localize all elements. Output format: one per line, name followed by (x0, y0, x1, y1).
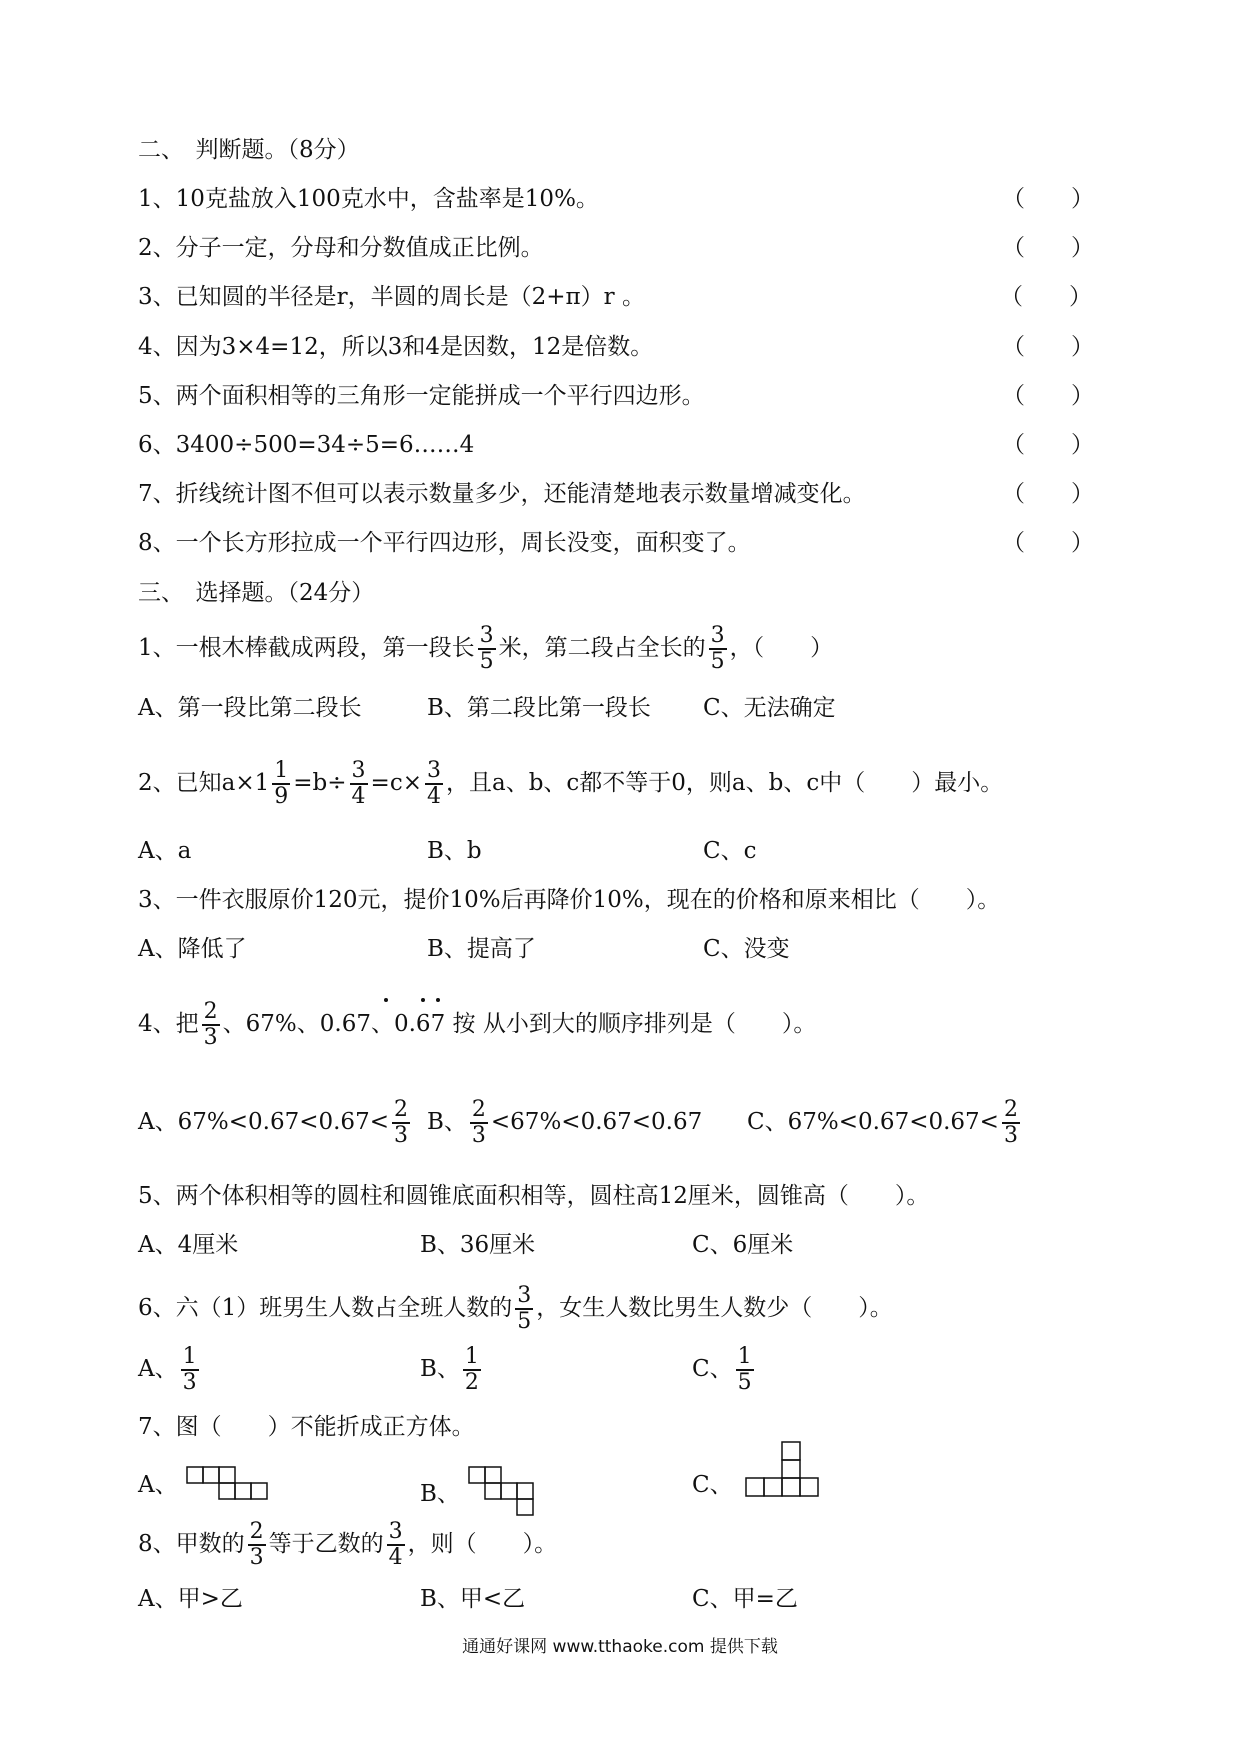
q8-text-b: 等于乙数的 (268, 1531, 384, 1557)
choice-q1 (138, 625, 833, 673)
answer-paren-8: （ ） (1002, 530, 1094, 556)
q7-option-c: C、 (692, 1440, 840, 1500)
q8-option-b: B、甲<乙 (420, 1586, 526, 1612)
answer-paren-1: （ ） (1002, 186, 1094, 212)
q5-option-b: B、36厘米 (420, 1232, 536, 1258)
q2-option-a: A、a (138, 838, 192, 864)
q1-text-a: 1、一根木棒截成两段，第一段长 (138, 635, 475, 661)
q6-option-b: B、 $\frac{1}{2}$ (420, 1344, 479, 1395)
fraction: $\frac{1}{9}$ (274, 758, 289, 809)
q2-text-c: =c× (370, 770, 422, 796)
answer-paren-5: （ ） (1002, 383, 1094, 409)
cube-net-b-image (467, 1465, 557, 1525)
fraction: $\frac{1}{2}$ (464, 1344, 479, 1395)
choice-q4 (138, 1000, 816, 1049)
judge-item-6: 6、3400÷500=34÷5=6……4 (138, 432, 475, 458)
fraction: $\frac{3}{4}$ (388, 1519, 403, 1570)
fraction: $\frac{2}{3}$ (471, 1097, 486, 1148)
q8-text-a: 8、甲数的 (138, 1531, 245, 1557)
cube-net-a-image (185, 1465, 285, 1507)
footer-source-text: 通通好课网 www.tthaoke.com 提供下载 (462, 1637, 778, 1657)
q4-text-c: 7、0. (356, 1000, 416, 1048)
fraction: $\frac{3}{5}$ (479, 623, 494, 674)
fraction: $\frac{1}{5}$ (737, 1344, 752, 1395)
q1-option-a: A、第一段比第二段长 (138, 695, 362, 721)
fraction: $\frac{2}{3}$ (1003, 1097, 1018, 1148)
q4-text-f: 按 从小到大的顺序排列是（ ）。 (445, 1011, 817, 1037)
judge-item-4: 4、因为3×4=12，所以3和4是因数，12是倍数。 (138, 334, 654, 360)
q2-text-a: 2、已知a×1 (138, 770, 270, 796)
q2-option-c: C、c (703, 838, 757, 864)
q2-option-b: B、b (427, 838, 482, 864)
judge-item-8: 8、一个长方形拉成一个平行四边形，周长没变，面积变了。 (138, 530, 751, 556)
q5-option-a: A、4厘米 (138, 1232, 239, 1258)
answer-paren-6: （ ） (1002, 432, 1094, 458)
choice-q6 (138, 1285, 893, 1333)
q3-option-b: B、提高了 (427, 936, 536, 962)
q6-option-c: C、 $\frac{1}{5}$ (692, 1344, 752, 1395)
section-3-title: 三、 选择题。（24分） (138, 580, 375, 606)
fraction: $\frac{2}{3}$ (393, 1097, 408, 1148)
q4-option-b: B、 $\frac{2}{3}$ <67%<0.67<0.67 (427, 1097, 703, 1148)
judge-item-3: 3、已知圆的半径是r，半圆的周长是（2+π）r 。 (138, 284, 645, 310)
q4-text-e: 7 (431, 1000, 446, 1048)
fraction: $\frac{3}{5}$ (710, 623, 725, 674)
fraction: $\frac{3}{4}$ (351, 758, 366, 809)
fraction: $\frac{1}{3}$ (182, 1344, 197, 1395)
q2-text-b: =b÷ (293, 770, 347, 796)
q4-option-a: A、67%<0.67<0.67< $\frac{2}{3}$ (138, 1097, 408, 1148)
q3-option-c: C、没变 (703, 936, 790, 962)
answer-paren-7: （ ） (1002, 481, 1094, 507)
q1-option-c: C、无法确定 (703, 695, 836, 721)
choice-q7: 7、图（ ）不能折成正方体。 (138, 1414, 475, 1440)
q4-option-c: C、67%<0.67<0.67< $\frac{2}{3}$ (747, 1097, 1018, 1148)
answer-paren-4: （ ） (1002, 334, 1094, 360)
answer-paren-2: （ ） (1002, 235, 1094, 261)
q8-option-c: C、甲=乙 (692, 1586, 798, 1612)
q4-text-b: 、67%、0.6 (222, 1011, 357, 1037)
choice-q2 (138, 760, 1003, 808)
q5-option-c: C、6厘米 (692, 1232, 794, 1258)
q2-text-d: ，且a、b、c都不等于0，则a、b、c中（ ）最小。 (445, 770, 1004, 796)
q1-text-c: ，（ ） (729, 635, 834, 661)
q7-option-a: A、 (138, 1465, 285, 1507)
choice-q5: 5、两个体积相等的圆柱和圆锥底面积相等，圆柱高12厘米，圆锥高（ ）。 (138, 1183, 930, 1209)
fraction: $\frac{2}{3}$ (203, 999, 218, 1050)
q8-text-c: ，则（ ）。 (407, 1531, 558, 1557)
fraction: $\frac{2}{3}$ (249, 1519, 264, 1570)
q6-option-a: A、 $\frac{1}{3}$ (138, 1344, 197, 1395)
q4-text-a: 4、把 (138, 1011, 199, 1037)
section-2-title: 二、 判断题。（8分） (138, 137, 360, 163)
judge-item-1: 1、10克盐放入100克水中，含盐率是10%。 (138, 186, 599, 212)
q1-option-b: B、第二段比第一段长 (427, 695, 651, 721)
q8-option-a: A、甲>乙 (138, 1586, 243, 1612)
choice-q3: 3、一件衣服原价120元，提价10%后再降价10%，现在的价格和原来相比（ ）。 (138, 887, 1001, 913)
q7-option-b: B、 (420, 1465, 557, 1525)
judge-item-7: 7、折线统计图不但可以表示数量多少，还能清楚地表示数量增减变化。 (138, 481, 866, 507)
cube-net-c-image (740, 1440, 840, 1500)
q3-option-a: A、降低了 (138, 936, 247, 962)
answer-paren-3: （ ） (1000, 284, 1092, 310)
judge-item-5: 5、两个面积相等的三角形一定能拼成一个平行四边形。 (138, 383, 705, 409)
q6-text-a: 6、六（1）班男生人数占全班人数的 (138, 1295, 513, 1321)
q1-text-b: 米，第二段占全长的 (498, 635, 706, 661)
fraction: $\frac{3}{4}$ (426, 758, 441, 809)
judge-item-2: 2、分子一定，分母和分数值成正比例。 (138, 235, 544, 261)
fraction: $\frac{3}{5}$ (517, 1283, 532, 1334)
q6-text-b: ，女生人数比男生人数少（ ）。 (536, 1295, 893, 1321)
q4-text-d: 6 (416, 1000, 431, 1048)
choice-q8 (138, 1520, 557, 1569)
